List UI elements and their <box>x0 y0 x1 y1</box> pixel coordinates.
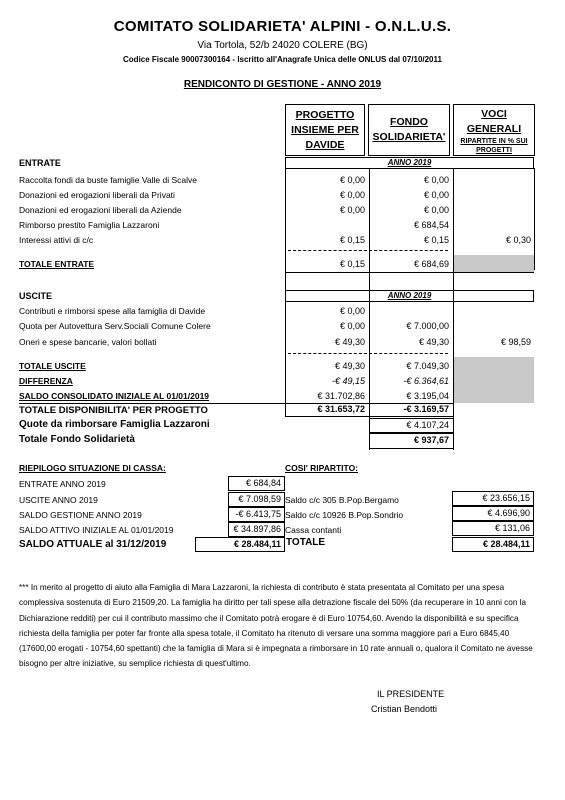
entrate-row-c1: € 0,15 <box>339 235 365 245</box>
fondo-totale-label: Totale Fondo Solidarietà <box>19 434 135 445</box>
uscite-row-label: Quota per Autovettura Serv.Sociali Comune Colere <box>19 321 211 331</box>
entrate-heading: ENTRATE <box>19 158 61 168</box>
entrate-row-c2: € 0,00 <box>423 175 449 185</box>
organization-address: Via Tortola, 52/b 24020 COLERE (BG) <box>197 40 368 51</box>
entrate-row-c2: € 0,15 <box>423 235 449 245</box>
uscite-row-label: Contributi e rimborsi spese alla famiglia di Davide <box>19 306 206 316</box>
signature-role: IL PRESIDENTE <box>377 689 445 699</box>
totale-uscite-c1: € 49,30 <box>334 361 365 371</box>
entrate-row-label: Donazioni ed erogazioni liberali da Aziende <box>19 205 182 215</box>
differenza-label: DIFFERENZA <box>19 376 73 386</box>
entrate-row-c1: € 0,00 <box>339 205 365 215</box>
quote-rimborso-value: € 4.107,24 <box>406 420 449 430</box>
riepilogo-row-value: € 7.098,59 <box>238 494 281 504</box>
totale-uscite-c2: € 7.049,30 <box>406 361 449 371</box>
uscite-heading: USCITE <box>19 291 53 301</box>
explanatory-note: *** In merito al progetto di aiuto alla Famiglia di Mara Lazzaroni, la richiesta di contributo è stata presentata al Comitato per una spesa complessiva sostenuta di Euro 21509,20. La famiglia ha diritto per tali spese alla detrazione fiscale del 50% (da recuperare in 10 anni con la Dichiarazione redditi) per cui il contributo massimo che il Comitato potrà erogare è di Euro 10754,60. Avendo la disponibilità e su specifica richiesta della famiglia per poter far fronte alla spesa totale, il Comitato ha ritenuto di versare una somma maggiore pari a Euro 6845,40 (17600,00 erogati - 10754,60 spettanti) che la famiglia di Mara si è impegnata a rimborsare in 10 rate annuali o, qualora il Comitato ne avesse bisogno per altre iniziative, su semplice richiesta di quest'ultimo. <box>19 583 533 669</box>
uscite-row-c1: € 0,00 <box>339 306 365 316</box>
saldo-iniziale-label: SALDO CONSOLIDATO INIZIALE AL 01/01/2019 <box>19 391 210 401</box>
totale-entrate-c2: € 684,69 <box>413 259 449 269</box>
riepilogo-row-value: -€ 6.413,75 <box>235 509 281 519</box>
differenza-c1: -€ 49,15 <box>331 376 365 386</box>
differenza-c2: -€ 6.364,61 <box>403 376 449 386</box>
entrate-row-c2: € 0,00 <box>423 205 449 215</box>
ripartito-row-value: € 4.696,90 <box>487 508 530 518</box>
uscite-row-label: Oneri e spese bancarie, valori bollati <box>19 337 157 347</box>
organization-title: COMITATO SOLIDARIETA' ALPINI - O.N.L.U.S. <box>113 18 452 35</box>
riepilogo-row-label: ENTRATE ANNO 2019 <box>19 479 106 489</box>
riepilogo-row-label: SALDO ATTIVO INIZIALE AL 01/01/2019 <box>19 525 174 535</box>
grey-cell <box>454 255 534 272</box>
column-header-voci: VOCI GENERALI RIPARTITE IN % SUI PROGETTI <box>453 104 535 156</box>
entrate-row-c1: € 0,00 <box>339 175 365 185</box>
riepilogo-heading: RIEPILOGO SITUAZIONE DI CASSA: <box>19 463 166 473</box>
uscite-row-c2: € 7.000,00 <box>406 321 449 331</box>
entrate-row-c1: € 0,00 <box>339 190 365 200</box>
uscite-row-c1: € 0,00 <box>339 321 365 331</box>
totale-entrate-label: TOTALE ENTRATE <box>19 259 95 269</box>
report-title: RENDICONTO DI GESTIONE - ANNO 2019 <box>183 79 382 90</box>
fondo-totale-value: € 937,67 <box>413 435 449 445</box>
uscite-row-c2: € 49,30 <box>418 337 449 347</box>
entrate-row-c3: € 0,30 <box>505 235 531 245</box>
riepilogo-row-value: € 34.897,86 <box>233 524 281 534</box>
disponibilita-label: TOTALE DISPONIBILITA' PER PROGETTO <box>19 405 208 416</box>
riepilogo-row-value: € 684,84 <box>245 478 281 488</box>
entrate-row-label: Raccolta fondi da buste famiglie Valle di Scalve <box>19 175 197 185</box>
entrate-row-label: Interessi attivi di c/c <box>19 235 94 245</box>
uscite-year-box: ANNO 2019 <box>285 290 534 302</box>
ripartito-row-value: € 23.656,15 <box>482 493 530 503</box>
ripartito-total-label: TOTALE <box>286 537 326 548</box>
uscite-row-c3: € 98,59 <box>500 337 531 347</box>
ripartito-total-value: € 28.484,11 <box>482 539 530 549</box>
saldo-iniziale-c2: € 3.195,04 <box>406 391 449 401</box>
entrate-row-label: Donazioni ed erogazioni liberali da Privati <box>19 190 175 200</box>
totale-uscite-label: TOTALE USCITE <box>19 361 86 371</box>
quote-rimborso-label: Quote da rimborsare Famiglia Lazzaroni <box>19 419 210 430</box>
entrate-row-label: Rimborso prestito Famiglia Lazzaroni <box>19 220 160 230</box>
ripartito-row-label: Cassa contanti <box>285 525 342 535</box>
disponibilita-c1: € 31.653,72 <box>317 404 365 414</box>
table-divider-right <box>534 168 535 270</box>
ripartito-row-label: Saldo c/c 10926 B.Pop.Sondrio <box>285 510 404 520</box>
riepilogo-row-label: USCITE ANNO 2019 <box>19 495 98 505</box>
signature-name: Cristian Bendotti <box>371 704 438 714</box>
registration-info: Codice Fiscale 90007300164 - Iscritto all'Anagrafe Unica delle ONLUS dal 07/10/2011 <box>123 55 442 64</box>
entrate-year-box: ANNO 2019 <box>285 157 534 169</box>
grey-cell <box>454 357 534 403</box>
ripartito-row-label: Saldo c/c 305 B.Pop.Bergamo <box>285 495 399 505</box>
entrate-separator <box>288 250 448 251</box>
entrate-row-c2: € 0,00 <box>423 190 449 200</box>
disponibilita-c2: -€ 3.169,57 <box>403 404 449 414</box>
entrate-row-c2: € 684,54 <box>413 220 449 230</box>
column-header-fondo: FONDO SOLIDARIETA' <box>368 104 450 156</box>
ripartito-row-value: € 131,06 <box>494 523 530 533</box>
entrate-bottom-rule <box>285 272 534 273</box>
saldo-iniziale-c1: € 31.702,86 <box>317 391 365 401</box>
saldo-attuale-value: € 28.484,11 <box>233 539 281 549</box>
uscite-separator <box>288 353 448 354</box>
uscite-row-c1: € 49,30 <box>334 337 365 347</box>
ripartito-heading: COSI' RIPARTITO: <box>285 463 359 473</box>
saldo-attuale-label: SALDO ATTUALE al 31/12/2019 <box>19 539 167 550</box>
riepilogo-row-label: SALDO GESTIONE ANNO 2019 <box>19 510 142 520</box>
totale-entrate-c1: € 0,15 <box>339 259 365 269</box>
column-header-progetto: PROGETTO INSIEME PER DAVIDE <box>285 104 365 156</box>
